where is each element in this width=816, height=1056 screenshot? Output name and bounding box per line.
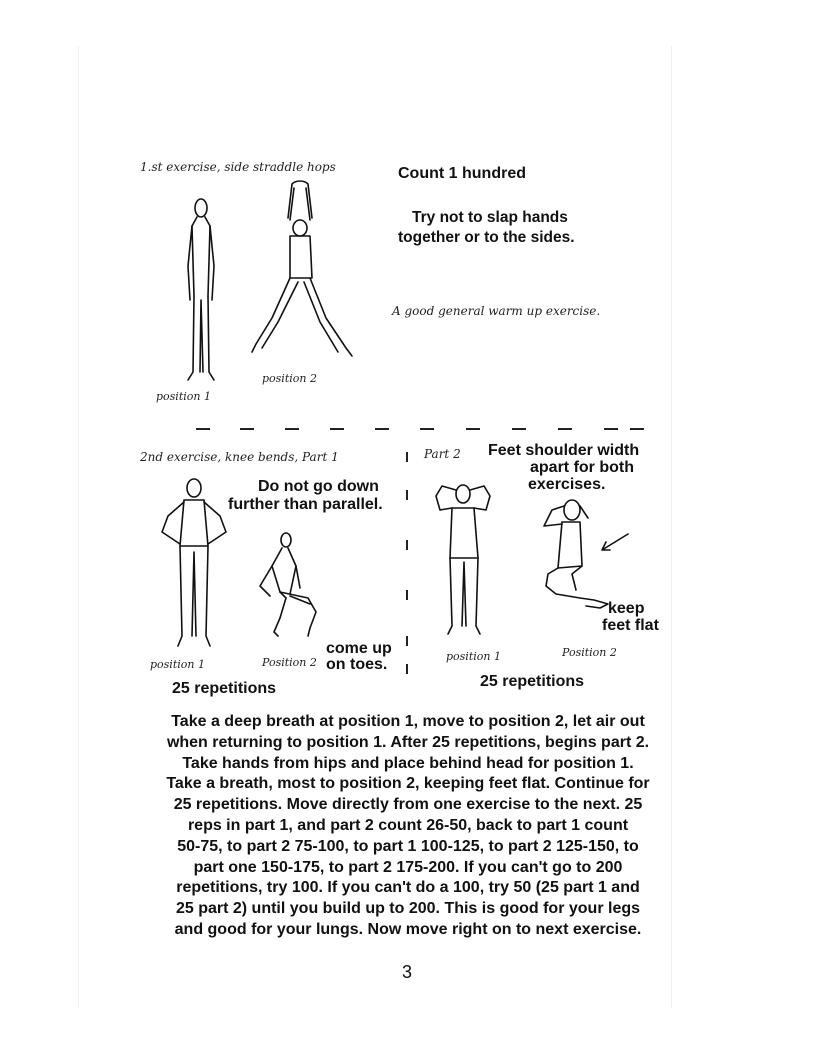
paragraph-line: Take a deep breath at position 1, move to position 2, let air out [171, 713, 645, 730]
paragraph-line: repetitions, try 100. If you can't do a 100, try 50 (25 part 1 and [176, 879, 640, 897]
paragraph-line: 25 part 2) until you build up to 200. This is good for your legs [175, 900, 641, 918]
figure-label-position-1: position 1 [156, 390, 211, 403]
separator-tick [406, 636, 408, 646]
divider-dash [604, 428, 618, 430]
part2-label: Part 2 [424, 447, 461, 461]
paragraph-line: 50-75, to part 2 75-100, to part 1 100-125, to part 2 125-150, to [177, 837, 639, 855]
note-right-line-2: apart for both [530, 459, 634, 476]
separator-tick [406, 452, 408, 462]
note-line-1: Try not to slap hands [412, 209, 568, 226]
separator-tick [406, 540, 408, 550]
divider-dash [466, 428, 480, 430]
divider-dash [240, 428, 254, 430]
instructions-paragraph [140, 712, 676, 941]
keep-line-1: keep [608, 600, 645, 617]
label-left-position-2: Position 2 [262, 656, 317, 669]
paragraph-line: Take a breath, most to position 2, keeping feet flat. Continue for [166, 775, 650, 793]
warmup-remark: A good general warm up exercise. [392, 304, 601, 318]
paragraph-line: when returning to position 1. After 25 repetitions, begins part 2. [166, 733, 650, 751]
separator-tick [406, 490, 408, 500]
figure-hands-behind-head [428, 482, 498, 646]
paragraph-line: and good for your lungs. Now move right on to next exercise. [174, 920, 642, 938]
divider-dash [196, 428, 210, 430]
divider-dash [420, 428, 434, 430]
count-text: Count 1 hundred [398, 165, 526, 182]
paragraph-line: 25 repetitions. Move directly from one exercise to the next. 25 [173, 796, 643, 814]
section1-heading: 1.st exercise, side straddle hops [140, 160, 336, 174]
divider-dash [558, 428, 572, 430]
separator-tick [406, 664, 408, 674]
page-number: 3 [402, 962, 413, 982]
come-up-line-1: come up [326, 640, 392, 657]
figure-standing [176, 196, 226, 390]
paragraph-line: part one 150-175, to part 2 175-200. If you can't go to 200 [193, 858, 623, 876]
label-right-position-2: Position 2 [562, 646, 617, 659]
separator-tick [406, 590, 408, 600]
figure-squat-on-toes [250, 532, 330, 648]
note-right-line-3: exercises. [528, 476, 606, 493]
figure-hands-on-hips [154, 476, 234, 656]
divider-dash [285, 428, 299, 430]
divider-dash [375, 428, 389, 430]
paragraph-line: Take hands from hips and place behind head for position 1. [182, 754, 634, 772]
come-up-line-2: on toes. [326, 656, 388, 673]
note-line-2: together or to the sides. [398, 229, 575, 246]
divider-dash [512, 428, 526, 430]
divider-dash [630, 428, 644, 430]
arrow-icon [594, 530, 634, 564]
figure-label-position-2: position 2 [262, 372, 317, 385]
reps-left: 25 repetitions [172, 680, 277, 697]
divider-dash [330, 428, 344, 430]
note-right-line-1: Feet shoulder width [488, 442, 640, 459]
section2-heading: 2nd exercise, knee bends, Part 1 [140, 450, 339, 464]
note-left-line-1: Do not go down [258, 478, 379, 495]
reps-right: 25 repetitions [480, 673, 585, 690]
label-right-position-1: position 1 [446, 650, 501, 663]
keep-line-2: feet flat [602, 617, 659, 634]
note-left-line-2: further than parallel. [228, 496, 383, 513]
paragraph-line: reps in part 1, and part 2 count 26-50, back to part 1 count [187, 816, 629, 834]
label-left-position-1: position 1 [150, 658, 205, 671]
figure-jumping-jack [250, 178, 360, 382]
